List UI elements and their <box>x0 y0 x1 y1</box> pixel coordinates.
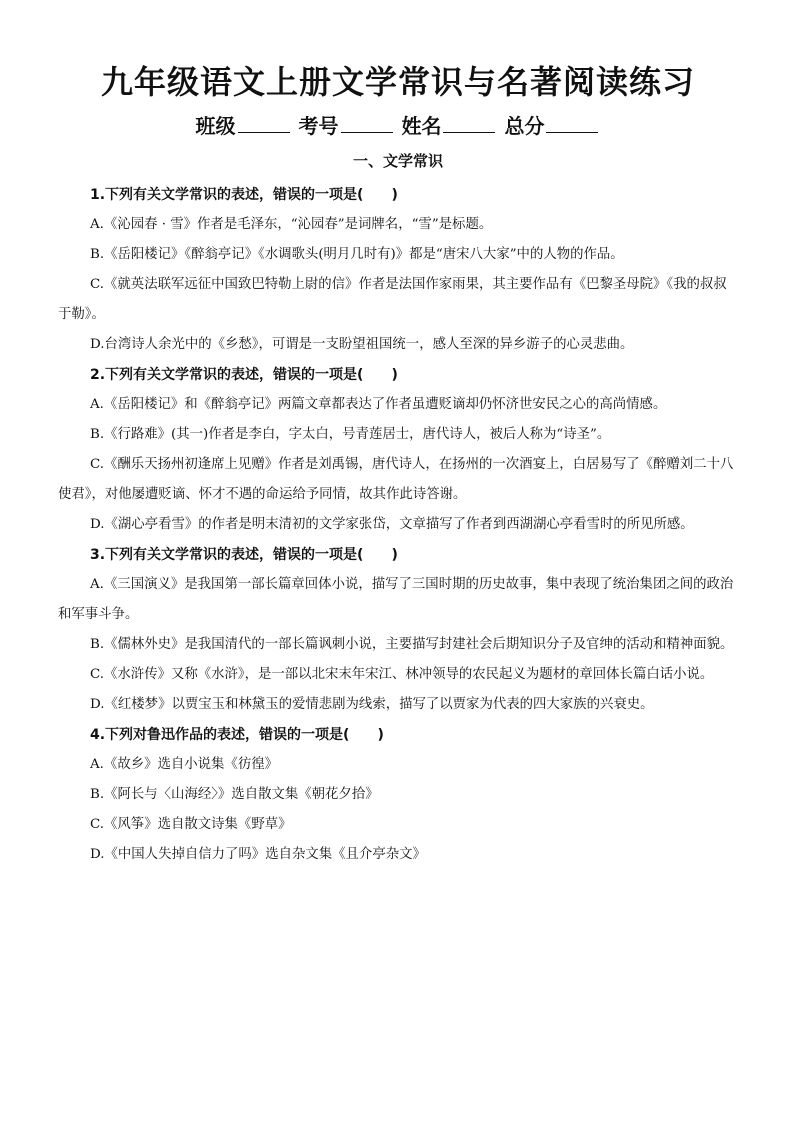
student-info-line <box>58 112 738 140</box>
option-a: A.《三国演义》是我国第一部长篇章回体小说，描写了三国时期的历史故事，集中表现了统治集团之间的政治和军事斗争。 <box>58 577 734 622</box>
name-blank <box>443 114 495 133</box>
option-b: B.《岳阳楼记》《醉翁亭记》《水调歌头(明月几时有)》都是“唐宋八大家”中的人物的作品。 <box>90 247 624 262</box>
option-b: B.《儒林外史》是我国清代的一部长篇讽刺小说，主要描写封建社会后期知识分子及官绅的活动和精神面貌。 <box>90 637 734 652</box>
score-blank <box>546 114 598 133</box>
option-a: A.《沁园春 · 雪》作者是毛泽东，“沁园春”是词牌名，“雪”是标题。 <box>90 217 493 232</box>
question-4 <box>58 720 738 870</box>
question-3 <box>58 540 738 720</box>
question-1 <box>58 180 738 360</box>
class-label: 班级 <box>195 114 236 138</box>
option-d: D.《红楼梦》以贾宝玉和林黛玉的爱情悲剧为线索，描写了以贾家为代表的四大家族的兴衰史。 <box>90 697 654 712</box>
option-a: A.《岳阳楼记》和《醉翁亭记》两篇文章都表达了作者虽遭贬谪却仍怀济世安民之心的高尚情感。 <box>90 397 667 412</box>
score-label: 总分 <box>504 114 545 138</box>
question-stem: 1.下列有关文学常识的表述，错误的一项是( ) <box>90 187 398 203</box>
section-title: 一、文学常识 <box>352 152 443 170</box>
question-stem: 3.下列有关文学常识的表述，错误的一项是( ) <box>90 547 398 563</box>
option-a: A.《故乡》选自小说集《彷徨》 <box>90 757 279 772</box>
name-label: 姓名 <box>401 114 442 138</box>
option-d: D.台湾诗人余光中的《乡愁》，可谓是一支盼望祖国统一，感人至深的异乡游子的心灵悲曲。 <box>90 337 634 352</box>
question-stem: 4.下列对鲁迅作品的表述，错误的一项是( ) <box>90 727 384 743</box>
option-d: D.《中国人失掉自信力了吗》选自杂文集《且介亭杂文》 <box>90 847 426 862</box>
question-stem: 2.下列有关文学常识的表述，错误的一项是( ) <box>90 367 398 383</box>
class-blank <box>238 114 290 133</box>
option-d: D.《湖心亭看雪》的作者是明末清初的文学家张岱，文章描写了作者到西湖湖心亭看雪时的所见所感。 <box>90 517 694 532</box>
option-b: B.《阿长与〈山海经〉》选自散文集《朝花夕拾》 <box>90 787 379 802</box>
option-b: B.《行路难》(其一)作者是李白，字太白，号青莲居士，唐代诗人，被后人称为“诗圣”。 <box>90 427 611 442</box>
exam-no-label: 考号 <box>298 114 339 138</box>
option-c: C.《水浒传》又称《水浒》，是一部以北宋末年宋江、林冲领导的农民起义为题材的章回体长篇白话小说。 <box>90 667 714 682</box>
option-c: C.《酬乐天扬州初逢席上见赠》作者是刘禹锡，唐代诗人，在扬州的一次酒宴上，白居易写了《醉赠刘二十八使君》，对他屡遭贬谪、怀才不遇的命运给予同情，故其作此诗答谢。 <box>58 457 734 502</box>
question-2 <box>58 360 738 540</box>
exam-no-blank <box>341 114 393 133</box>
page-title: 九年级语文上册文学常识与名著阅读练习 <box>100 63 695 101</box>
option-c: C.《风筝》选自散文诗集《野草》 <box>90 817 292 832</box>
option-c: C.《就英法联军远征中国致巴特勒上尉的信》作者是法国作家雨果，其主要作品有《巴黎圣母院》《我的叔叔于勒》。 <box>58 277 727 322</box>
